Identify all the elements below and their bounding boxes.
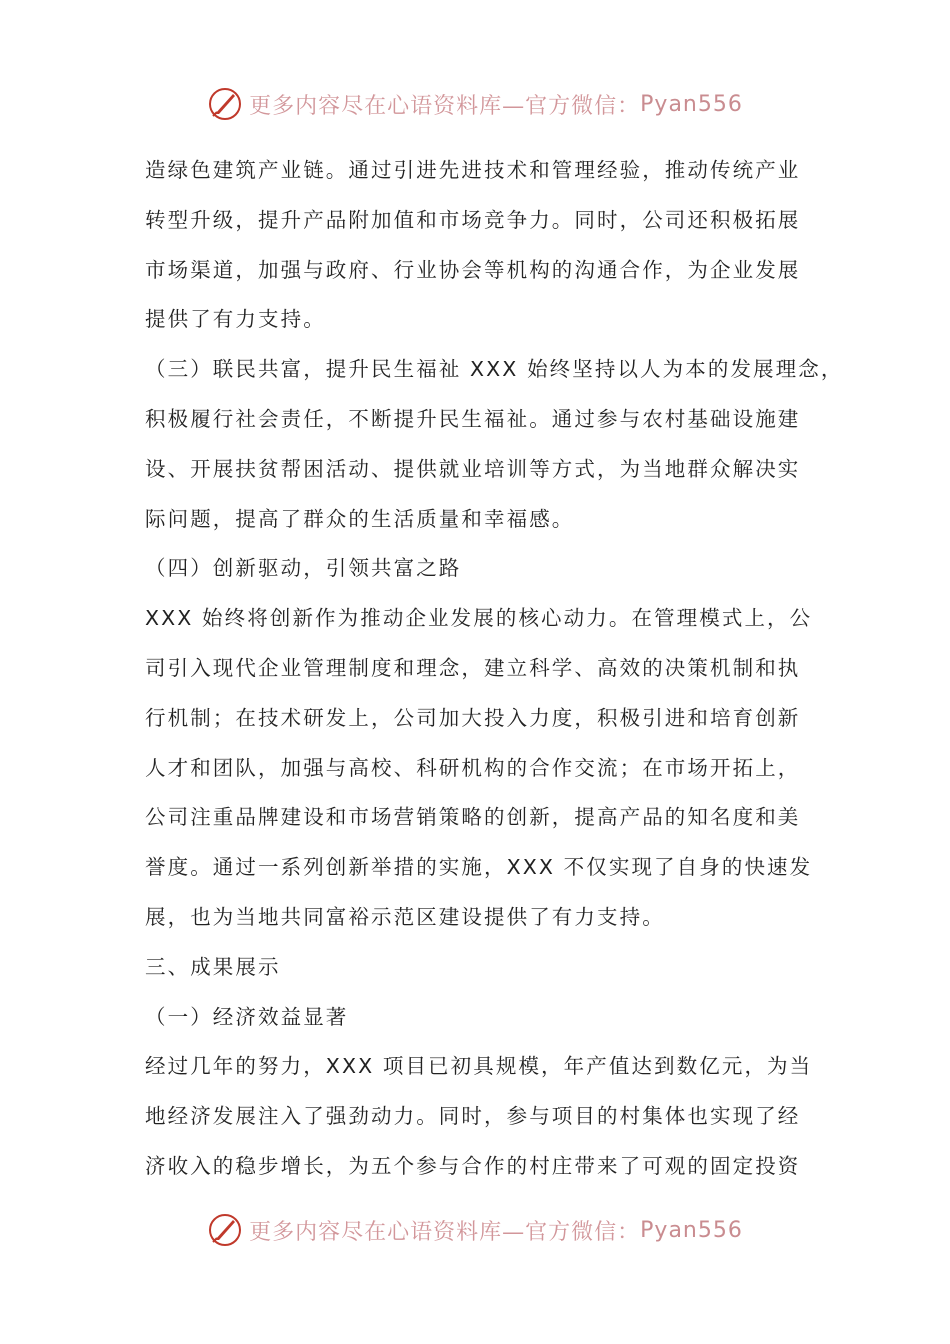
text-line: 司引入现代企业管理制度和理念，建立科学、高效的决策机制和执 <box>145 655 801 680</box>
text-line: 积极履行社会责任，不断提升民生福祉。通过参与农村基础设施建 <box>145 406 801 431</box>
text-line: 地经济发展注入了强劲动力。同时，参与项目的村集体也实现了经 <box>145 1104 801 1129</box>
watermark-wechat-id: Pyan556 <box>640 1217 743 1243</box>
watermark-footer <box>0 1210 950 1250</box>
text-line: 人才和团队，加强与高校、科研机构的合作交流；在市场开拓上， <box>145 755 801 780</box>
quill-pen-icon <box>207 1212 243 1248</box>
watermark-wechat-id: Pyan556 <box>640 91 743 117</box>
watermark-text: 更多内容尽在心语资料库—官方微信： <box>249 93 641 119</box>
text-line: 展，也为当地共同富裕示范区建设提供了有力支持。 <box>145 904 665 929</box>
chapter-heading: 三、成果展示 <box>145 954 281 979</box>
watermark-header <box>0 84 950 124</box>
section-heading-4: （四）创新驱动，引领共富之路 <box>145 556 462 581</box>
text-line: 际问题，提高了群众的生活质量和幸福感。 <box>145 506 575 531</box>
section-heading-3: （三）联民共富，提升民生福祉 XXX 始终坚持以人为本的发展理念， <box>145 357 844 382</box>
text-line: 经过几年的努力，XXX 项目已初具规模，年产值达到数亿元，为当 <box>145 1054 813 1079</box>
text-line: 誉度。通过一系列创新举措的实施，XXX 不仅实现了自身的快速发 <box>145 855 813 880</box>
text-line: 市场渠道，加强与政府、行业协会等机构的沟通合作，为企业发展 <box>145 257 801 282</box>
text-line: XXX 始终将创新作为推动企业发展的核心动力。在管理模式上，公 <box>145 606 813 631</box>
text-line: 济收入的稳步增长，为五个参与合作的村庄带来了可观的固定投资 <box>145 1153 801 1178</box>
document-body <box>145 146 844 1192</box>
text-line: 行机制；在技术研发上，公司加大投入力度，积极引进和培育创新 <box>145 705 801 730</box>
text-line: 转型升级，提升产品附加值和市场竞争力。同时，公司还积极拓展 <box>145 207 801 232</box>
text-line: 造绿色建筑产业链。通过引进先进技术和管理经验，推动传统产业 <box>145 158 801 182</box>
text-line: 提供了有力支持。 <box>145 307 326 332</box>
watermark-text: 更多内容尽在心语资料库—官方微信： <box>249 1219 641 1245</box>
quill-pen-icon <box>207 86 243 122</box>
text-line: 设、开展扶贫帮困活动、提供就业培训等方式，为当地群众解决实 <box>145 456 801 481</box>
section-heading-1: （一）经济效益显著 <box>145 1004 349 1029</box>
text-line: 公司注重品牌建设和市场营销策略的创新，提高产品的知名度和美 <box>145 805 801 830</box>
